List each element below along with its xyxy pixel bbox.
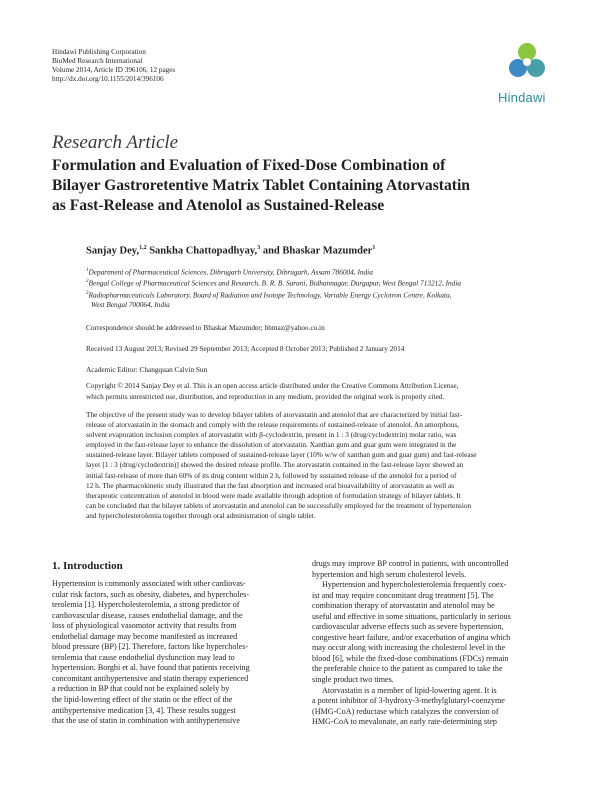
affiliations — [86, 266, 556, 310]
body-line: Hypertension is commonly associated with other cardiovas- — [52, 579, 246, 588]
hindawi-logo-text: Hindawi — [498, 90, 546, 105]
body-line: blood [6], while the fixed-dose combinations (FDCs) remain — [312, 653, 509, 663]
body-line: terolemia [1]. Hypercholesterolemia, a strong predictor of — [52, 600, 240, 610]
title-line: as Fast-Release and Atenolol as Sustained-Release — [52, 197, 385, 214]
body-line: the preferable choice to the patient as compared to take the — [312, 664, 503, 674]
volume-info: Volume 2014, Article ID 396106, 12 pages — [52, 66, 176, 74]
author-list — [86, 245, 375, 257]
body-line: HMG-CoA to mevalonate, an early rate-determining step — [312, 717, 497, 727]
abstract-line: layer [1 : 3 (drug/cyclodextrin)] showed the desired release profile. The atorvastatin contained in the fast-release layer showed an — [86, 460, 464, 470]
abstract-line: and hypercholesterolemia together through oral administration of single tablet. — [86, 510, 316, 520]
body-line: (HMG-CoA) reductase which catalyzes the conversion of — [312, 706, 499, 716]
body-line: cardiovascular disease, causes endothelial damage, and the — [52, 610, 243, 620]
author-name[interactable]: Sankha Chattopadhyay, — [146, 245, 258, 257]
abstract-line: The objective of the present study was to develop bilayer tablets of atorvastatin and atenolol that are characterized by initial fast- — [86, 410, 463, 419]
affil-marker: 3 — [257, 245, 261, 251]
body-line: combination therapy of atorvastatin and atenolol may be — [312, 601, 495, 611]
body-line: cardiovascular adverse effects such as severe hypertension, — [312, 622, 504, 632]
abstract-line: sustained-release layer. Bilayer tablets composed of sustained-release layer (10% w/w of xanthan gum and guar gum) and fast-release — [86, 450, 477, 460]
body-column-left — [52, 579, 292, 727]
affiliation-line: $^2$Bengal College of Pharmaceutical Sciences and Research, B. R. B. Sarani, Bidhannagar, Durgapur, West Bengal 713212, India — [86, 278, 461, 288]
body-line: hypertension. Borghi et al. have found that patients receiving — [52, 663, 250, 673]
title-line: Formulation and Evaluation of Fixed-Dose Combination of — [52, 157, 446, 174]
affiliation-line: West Bengal 700064, India — [91, 300, 170, 310]
body-line: may occur along with increasing the cholesterol level in the — [312, 643, 506, 653]
journal-name: BioMed Research International — [52, 57, 143, 65]
abstract — [86, 410, 556, 521]
body-line: blood pressure (BP) [2]. Therefore, factors like hypercholes- — [52, 642, 249, 652]
title-line: Bilayer Gastroretentive Matrix Tablet Containing Atorvastatin — [52, 177, 470, 194]
body-line: Hypertension and hypercholesterolemia frequently coex- — [322, 580, 507, 590]
body-line: the lipid-lowering effect of the statin or the effect of the — [52, 695, 233, 705]
body-line: Atorvastatin is a member of lipid-lowering agent. It is — [322, 685, 497, 695]
article-type: Research Article — [52, 132, 179, 153]
journal-header — [52, 48, 175, 84]
abstract-line: employed in the fast-release layer to enhance the dissolution of atorvastatin. Xanthan gum and guar gum were integrated in the — [86, 440, 457, 450]
article-title — [52, 156, 552, 216]
copyright-line: which permits unrestricted use, distribution, and reproduction in any medium, provided the original work is properly cited. — [86, 391, 445, 401]
copyright-line: Copyright © 2014 Sanjay Dey et al. This is an open access article distributed under the Creative Commons Attribution License, — [86, 381, 459, 390]
abstract-line: solvent evaporation inclusion complex of atorvastatin with β-cyclodextrin, present in 1 : 3 (drug/cyclodextrin) molar ratio, was — [86, 430, 457, 440]
body-line: antihypertensive medication [3, 4]. These results suggest — [52, 705, 236, 715]
author-name[interactable]: Sanjay Dey, — [86, 245, 140, 257]
doi-link[interactable]: http://dx.doi.org/10.1155/2014/396106 — [52, 75, 164, 83]
abstract-line: therapeutic concentration of atenolol in blood were made available through adoption of formulation strategy of bilayer tablets. It — [86, 490, 461, 500]
body-line: loss of physiological vasomotor activity that results from — [52, 621, 237, 631]
body-line: a potent inhibitor of 3-hydroxy-3-methylglutaryl-coenzyme — [312, 696, 505, 706]
body-line: drugs may improve BP control in patients, with uncontrolled — [312, 559, 509, 568]
body-line: terolemia that cause endothelial dysfunction may lead to — [52, 652, 235, 662]
body-line: that the use of statin in combination with antihypertensive — [52, 716, 240, 726]
correspondence: Correspondence should be addressed to Bhaskar Mazumder; bhmaz@yahoo.co.in — [86, 323, 325, 332]
author-name[interactable]: and Bhaskar Mazumder — [260, 245, 373, 257]
body-line: congestive heart failure, and/or exacerbation of angina which — [312, 632, 511, 642]
affiliation-line: $^1$Department of Pharmaceutical Sciences, Dibrugarh University, Dibrugarh, Assam 786004, India — [86, 267, 373, 277]
body-line: ist and may require concomitant drug treatment [5]. The — [312, 590, 494, 600]
publication-dates: Received 13 August 2013; Revised 29 September 2013; Accepted 8 October 2013; Published 2 January 2014 — [86, 344, 405, 353]
academic-editor: Academic Editor: Changquan Calvin Sun — [86, 365, 208, 374]
abstract-line: can be concluded that the bilayer tablets of atorvastatin and atenolol can be successfully employed for the treatment of hypertension — [86, 500, 472, 510]
abstract-line: release of atorvastatin in the stomach and comply with the release requirements of sustained-release of atenolol. An amorphous, — [86, 420, 460, 430]
affil-marker: 1,2 — [139, 245, 147, 251]
abstract-line: initial fast-release of more than 60% of its drug content within 2 h, followed by sustained release of the atenolol for a period of — [86, 470, 457, 480]
body-line: a reduction in BP that could not be explained solely by — [52, 684, 230, 694]
abstract-line: 12 h. The pharmacokinetic study illustrated that the fast absorption and increased oral bioavailability of atorvastatin as well as — [86, 480, 455, 490]
body-line: useful and effective in some situations, particularly in serious — [312, 611, 511, 621]
body-line: hypertension and high serum cholesterol levels. — [312, 569, 467, 579]
section-heading: 1. Introduction — [52, 560, 123, 572]
affil-marker: 1 — [372, 245, 376, 251]
body-line: single product two times. — [312, 675, 394, 685]
body-column-right — [312, 559, 552, 728]
body-line: endothelial damage may become manifested as increased — [52, 631, 238, 641]
copyright-notice — [86, 381, 556, 402]
publisher: Hindawi Publishing Corporation — [52, 48, 146, 56]
affiliation-line: $^3$Radiopharmaceuticals Laboratory, Board of Radiation and Isotope Technology, Variable Energy Cyclotron Centre, Kolkata, — [86, 290, 452, 300]
body-line: cular risk factors, such as obesity, diabetes, and hypercholes- — [52, 589, 250, 599]
body-line: concomitant antihypertensive and statin therapy experienced — [52, 673, 249, 683]
